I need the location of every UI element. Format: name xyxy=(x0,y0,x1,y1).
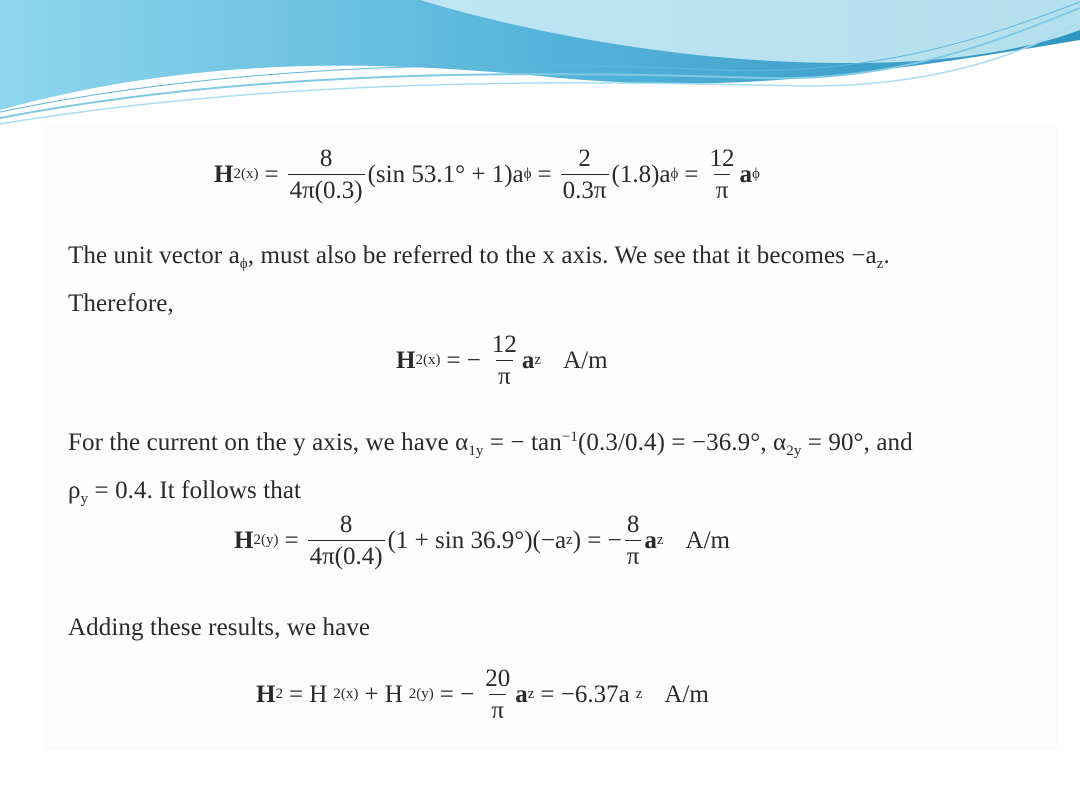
equation-h2y: H 2(y) = $\frac{8}{4\pi(0.4)}$ (1 + sin 36.9°)(−a z ) = − $\frac{8}{\pi}$ a z A/m xyxy=(234,511,730,570)
eq2-unit: A/m xyxy=(563,346,608,374)
para1-line-2: Therefore, xyxy=(68,290,174,317)
paragraph-unit-vector xyxy=(68,236,1043,323)
eq1-lhs-sub: 2(x) xyxy=(233,166,259,182)
equation-h2-total: H 2 = H 2(x) + H 2(y) = − $\frac{20}{\pi}$ a z = −6.37a z A/m xyxy=(256,665,709,724)
eq1-fraction-3 xyxy=(708,146,737,203)
eq3-fraction-2: $\frac{8}{\pi}$ xyxy=(626,511,640,570)
eq1-f3-num: 12 xyxy=(709,145,735,172)
para1-line-1: The unit vector $a_\phi$, must also be referred to the x axis. We see that it becomes $-a_z$. xyxy=(68,242,890,272)
eq1-f3-den: π xyxy=(714,174,731,203)
eq1-lhs: H xyxy=(214,160,234,188)
eq3-fraction-1: $\frac{8}{4\pi(0.4)}$ xyxy=(309,511,383,570)
para2-line-2: $\rho_y = 0.4$. It follows that xyxy=(68,477,302,507)
eq4-unit: A/m xyxy=(664,680,709,708)
eq1-end: a xyxy=(739,160,753,188)
eq1-end-sub: ϕ xyxy=(752,166,760,182)
eq1-mid2-sub: ϕ xyxy=(670,166,679,182)
eq1-f2-den: 0.3π xyxy=(561,174,609,203)
eq1-f2-num: 2 xyxy=(578,145,591,172)
eq3-unit: A/m xyxy=(685,526,730,554)
paragraph-adding-results: Adding these results, we have xyxy=(68,614,371,641)
document-page xyxy=(46,126,1056,748)
eq1-mid1: (sin 53.1° + 1)a xyxy=(367,160,524,188)
eq1-f1-num: 8 xyxy=(319,145,333,172)
eq1-mid2: (1.8)a xyxy=(611,160,671,188)
eq1-f1-den: 4π(0.3) xyxy=(288,174,365,203)
para2-line-1: For the current on the y axis, we have $\alpha_{1y}$ = − $\tan^{-1}(0.3/0.4) = -36.9^\circ$, $\alpha_{2y} = 90^\circ$, and xyxy=(68,429,913,459)
equation-h2x-derivation: H 2(x) = $\frac{8}{4\pi(0.3)}$ (sin 53.1° + 1)a ϕ = $\frac{2}{0.3\pi}$ (1.8)a ϕ = $\frac{12}{\pi}$ a ϕ xyxy=(214,145,760,204)
eq1-fraction-2 xyxy=(561,146,609,203)
eq2-neg: = − xyxy=(446,346,481,374)
eq1-mid1-sub: ϕ xyxy=(523,166,532,182)
eq2-fraction: $\frac{12}{\pi}$ xyxy=(491,331,517,390)
decorative-banner xyxy=(0,0,1080,130)
eq4-result: = −6.37a xyxy=(540,680,630,708)
paragraph-y-axis-current xyxy=(68,418,1043,519)
eq4-fraction: $\frac{20}{\pi}$ xyxy=(485,665,511,724)
equation-h2x-result: H 2(x) = − $\frac{12}{\pi}$ a z A/m xyxy=(396,331,608,390)
eq1-fraction-1 xyxy=(288,146,365,203)
